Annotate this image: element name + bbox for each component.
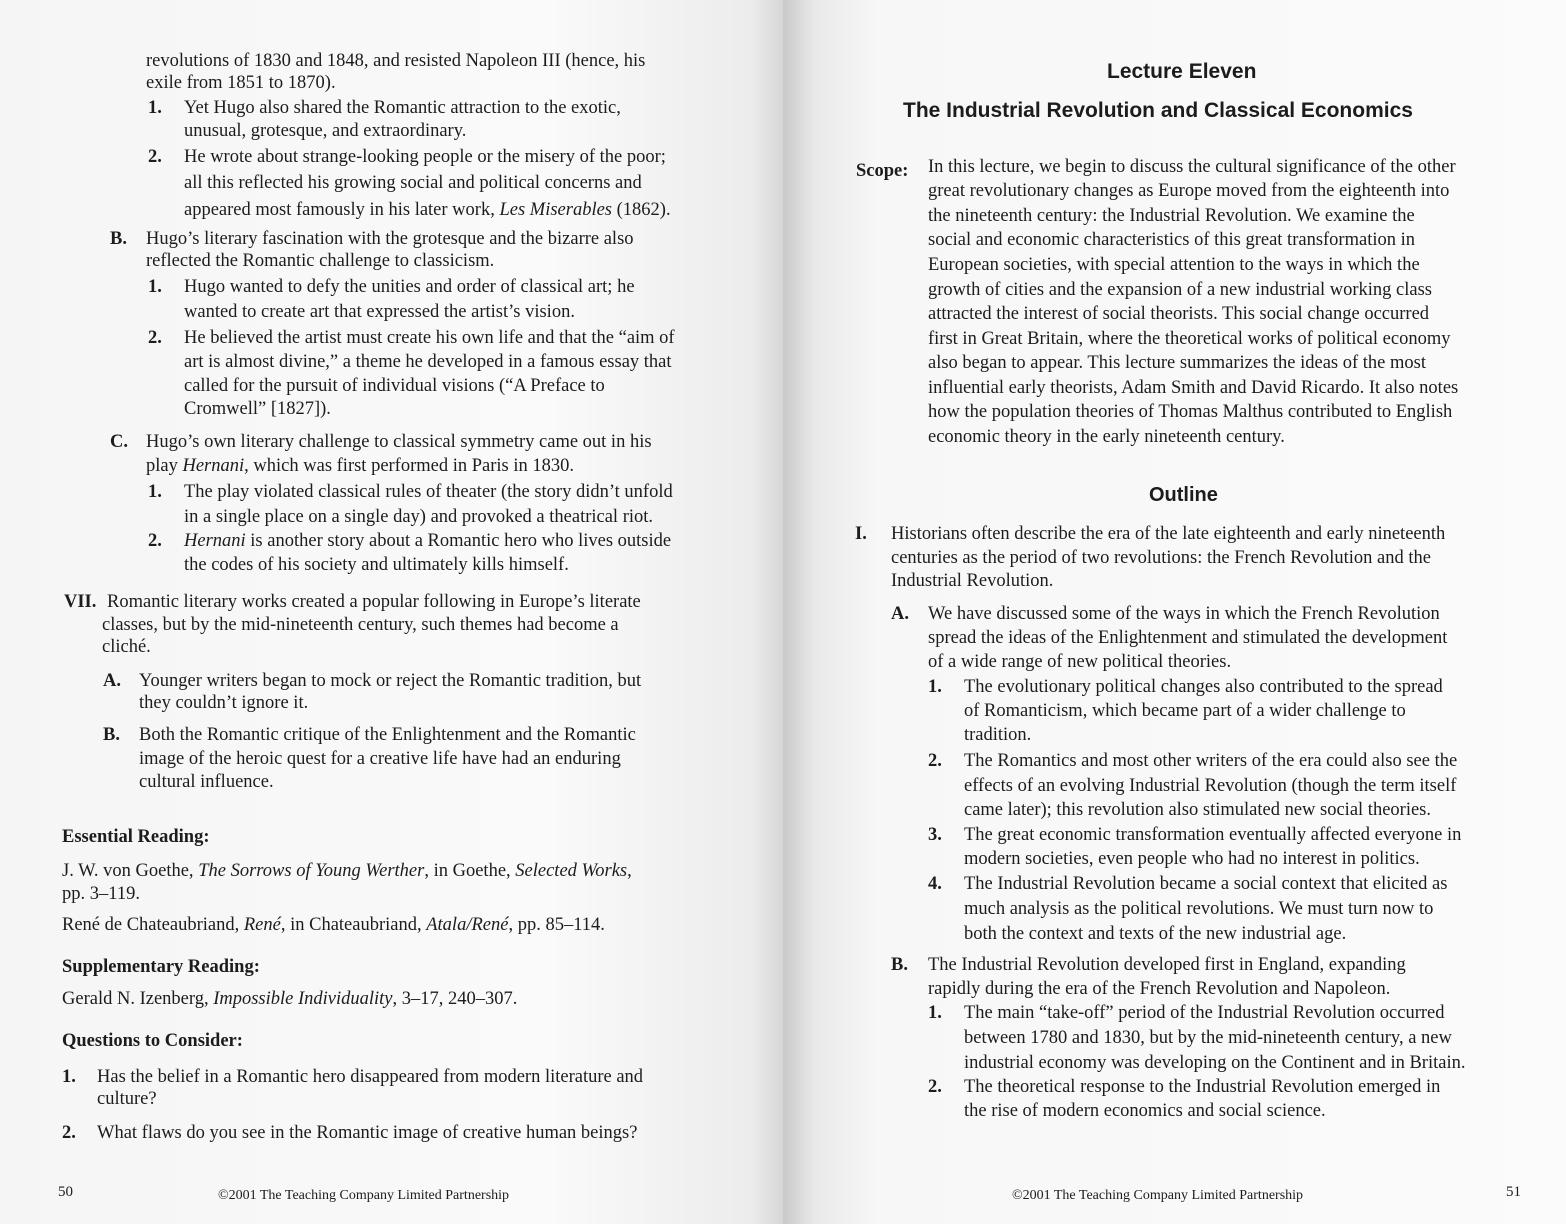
item-line: the codes of his society and ultimately kills himself. bbox=[184, 555, 569, 575]
item-line: Romantic literary works created a popular following in Europe’s literate bbox=[107, 592, 641, 612]
item-line: Cromwell” [1827]). bbox=[184, 399, 331, 419]
item-marker: B. bbox=[110, 229, 127, 249]
item-line: Hugo wanted to defy the unities and order of classical art; he bbox=[184, 277, 635, 297]
item-line: The play violated classical rules of theater (the story didn’t unfold bbox=[184, 482, 673, 502]
question-line: culture? bbox=[97, 1089, 157, 1109]
item-line: play Hernani, which was first performed in Paris in 1830. bbox=[146, 456, 575, 476]
outline-line: The Industrial Revolution became a social context that elicited as bbox=[964, 874, 1448, 894]
outline-line: Historians often describe the era of the late eighteenth and early nineteenth bbox=[891, 524, 1446, 544]
outline-line: The great economic transformation eventually affected everyone in bbox=[964, 825, 1462, 845]
scope-line: how the population theories of Thomas Malthus contributed to English bbox=[928, 402, 1453, 422]
scope-line: the nineteenth century: the Industrial Revolution. We examine the bbox=[928, 206, 1415, 226]
item-marker: A. bbox=[103, 671, 121, 691]
outline-marker: I. bbox=[855, 524, 867, 544]
right-page bbox=[783, 0, 1566, 1224]
scope-line: social and economic characteristics of this great transformation in bbox=[928, 230, 1415, 250]
item-line: cultural influence. bbox=[139, 772, 274, 792]
item-line: wanted to create art that expressed the artist’s vision. bbox=[184, 302, 575, 322]
item-marker: C. bbox=[110, 432, 128, 452]
scope-line: attracted the interest of social theorists. This social change occurred bbox=[928, 304, 1430, 324]
outline-heading: Outline bbox=[1149, 484, 1218, 506]
item-line: unusual, grotesque, and extraordinary. bbox=[184, 121, 467, 141]
outline-line: The Industrial Revolution developed first in England, expanding bbox=[928, 955, 1406, 975]
scope-line: influential early theorists, Adam Smith and David Ricardo. It also notes bbox=[928, 378, 1459, 398]
item-line: Hugo’s literary fascination with the grotesque and the bizarre also bbox=[146, 229, 634, 249]
question-marker: 1. bbox=[62, 1067, 76, 1087]
item-line: Hugo’s own literary challenge to classical symmetry came out in his bbox=[146, 432, 652, 452]
lecture-subtitle: The Industrial Revolution and Classical Economics bbox=[903, 99, 1413, 122]
item-marker: 2. bbox=[148, 328, 162, 348]
question-line: Has the belief in a Romantic hero disappeared from modern literature and bbox=[97, 1067, 644, 1087]
item-marker: B. bbox=[103, 725, 120, 745]
supplementary-reading-heading: Supplementary Reading: bbox=[62, 957, 260, 977]
outline-line: of a wide range of new political theories. bbox=[928, 652, 1232, 672]
page-footer: ©2001 The Teaching Company Limited Partnership bbox=[218, 1188, 510, 1203]
item-line: cliché. bbox=[102, 637, 151, 657]
item-marker: 1. bbox=[148, 98, 162, 118]
item-marker: 1. bbox=[148, 482, 162, 502]
outline-line: came later); this revolution also stimulated new social theories. bbox=[964, 800, 1431, 820]
page-number: 51 bbox=[1506, 1184, 1521, 1200]
item-line: art is almost divine,” a theme he developed in a famous essay that bbox=[184, 352, 672, 372]
scope-line: In this lecture, we begin to discuss the cultural significance of the other bbox=[928, 157, 1456, 177]
outline-line: The evolutionary political changes also contributed to the spread bbox=[964, 677, 1443, 697]
reading-entry: Gerald N. Izenberg, Impossible Individuality, 3–17, 240–307. bbox=[62, 989, 518, 1009]
outline-marker: 2. bbox=[928, 751, 942, 771]
item-line: He wrote about strange-looking people or the misery of the poor; bbox=[184, 147, 666, 167]
reading-entry: René de Chateaubriand, René, in Chateaubriand, Atala/René, pp. 85–114. bbox=[62, 915, 605, 935]
outline-line: The theoretical response to the Industrial Revolution emerged in bbox=[964, 1077, 1441, 1097]
outline-line: much analysis as the political revolutions. We must turn now to bbox=[964, 899, 1434, 919]
item-line: Younger writers began to mock or reject the Romantic tradition, but bbox=[139, 671, 642, 691]
outline-line: centuries as the period of two revolutions: the French Revolution and the bbox=[891, 548, 1431, 568]
outline-line: We have discussed some of the ways in which the French Revolution bbox=[928, 604, 1440, 624]
outline-marker: 3. bbox=[928, 825, 942, 845]
item-line: He believed the artist must create his own life and that the “aim of bbox=[184, 328, 675, 348]
outline-line: industrial economy was developing on the Continent and in Britain. bbox=[964, 1053, 1466, 1073]
scope-line: growth of cities and the expansion of a new industrial working class bbox=[928, 280, 1433, 300]
outline-line: both the context and texts of the new industrial age. bbox=[964, 924, 1347, 944]
outline-line: between 1780 and 1830, but by the mid-nineteenth century, a new bbox=[964, 1028, 1452, 1048]
item-line: they couldn’t ignore it. bbox=[139, 693, 309, 713]
outline-line: effects of an evolving Industrial Revolution (though the term itself bbox=[964, 776, 1457, 796]
item-marker: 2. bbox=[148, 531, 162, 551]
scope-label: Scope: bbox=[856, 161, 909, 181]
scope-line: great revolutionary changes as Europe moved from the eighteenth into bbox=[928, 181, 1450, 201]
outline-line: modern societies, even people who had no interest in politics. bbox=[964, 849, 1420, 869]
item-line: Yet Hugo also shared the Romantic attraction to the exotic, bbox=[184, 98, 621, 118]
question-marker: 2. bbox=[62, 1123, 76, 1143]
outline-line: The main “take-off” period of the Industrial Revolution occurred bbox=[964, 1003, 1445, 1023]
item-line: all this reflected his growing social and political concerns and bbox=[184, 173, 642, 193]
item-marker: 2. bbox=[148, 147, 162, 167]
outline-line: spread the ideas of the Enlightenment and stimulated the development bbox=[928, 628, 1448, 648]
outline-line: rapidly during the era of the French Revolution and Napoleon. bbox=[928, 979, 1391, 999]
lecture-title: Lecture Eleven bbox=[1107, 60, 1257, 83]
item-line: Both the Romantic critique of the Enlightenment and the Romantic bbox=[139, 725, 636, 745]
item-line: classes, but by the mid-nineteenth century, such themes had become a bbox=[102, 615, 619, 635]
outline-marker: A. bbox=[891, 604, 909, 624]
reading-entry: J. W. von Goethe, The Sorrows of Young Werther, in Goethe, Selected Works, bbox=[62, 861, 632, 881]
scope-line: economic theory in the early nineteenth century. bbox=[928, 427, 1285, 447]
item-marker: VII. bbox=[64, 592, 97, 612]
item-line: appeared most famously in his later work, Les Miserables (1862). bbox=[184, 200, 671, 220]
scope-line: also began to appear. This lecture summarizes the ideas of the most bbox=[928, 353, 1426, 373]
item-line: image of the heroic quest for a creative life have had an enduring bbox=[139, 749, 621, 769]
outline-marker: 4. bbox=[928, 874, 942, 894]
item-marker: 1. bbox=[148, 277, 162, 297]
outline-line: the rise of modern economics and social science. bbox=[964, 1101, 1326, 1121]
outline-line: Industrial Revolution. bbox=[891, 571, 1054, 591]
outline-marker: 1. bbox=[928, 677, 942, 697]
questions-heading: Questions to Consider: bbox=[62, 1031, 243, 1051]
page-number: 50 bbox=[58, 1184, 73, 1200]
item-line: in a single place on a single day) and provoked a theatrical riot. bbox=[184, 507, 654, 527]
outline-line: tradition. bbox=[964, 725, 1032, 745]
outline-marker: B. bbox=[891, 955, 908, 975]
scope-line: first in Great Britain, where the theoretical works of political economy bbox=[928, 329, 1451, 349]
question-line: What flaws do you see in the Romantic image of creative human beings? bbox=[97, 1123, 638, 1143]
essential-reading-heading: Essential Reading: bbox=[62, 827, 210, 847]
reading-entry-cont: pp. 3–119. bbox=[62, 884, 140, 904]
outline-marker: 2. bbox=[928, 1077, 942, 1097]
scope-line: European societies, with special attention to the ways in which the bbox=[928, 255, 1420, 275]
intro-line: exile from 1851 to 1870). bbox=[146, 73, 336, 93]
page-footer: ©2001 The Teaching Company Limited Partnership bbox=[1012, 1188, 1304, 1203]
outline-marker: 1. bbox=[928, 1003, 942, 1023]
item-line: called for the pursuit of individual visions (“A Preface to bbox=[184, 376, 605, 396]
outline-line: of Romanticism, which became part of a wider challenge to bbox=[964, 701, 1406, 721]
outline-line: The Romantics and most other writers of the era could also see the bbox=[964, 751, 1458, 771]
item-line: Hernani is another story about a Romantic hero who lives outside bbox=[184, 531, 672, 551]
item-line: reflected the Romantic challenge to classicism. bbox=[146, 251, 495, 271]
intro-line: revolutions of 1830 and 1848, and resisted Napoleon III (hence, his bbox=[146, 51, 646, 71]
